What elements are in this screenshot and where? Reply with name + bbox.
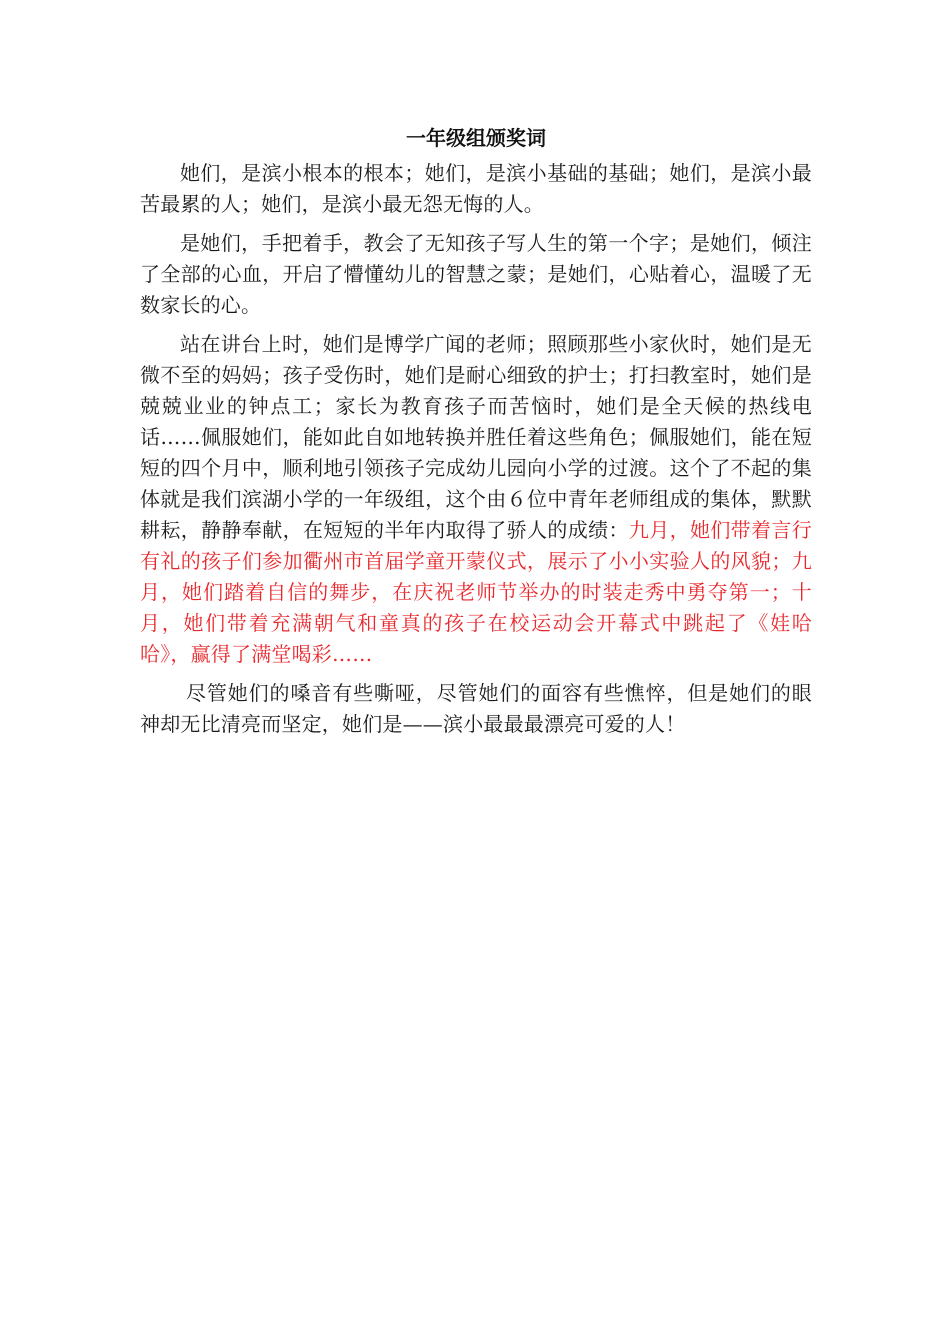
document-title: 一年级组颁奖词 [406, 126, 546, 150]
paragraph-3 [140, 329, 812, 670]
paragraph-3-text: 站在讲台上时，她们是博学广闻的老师；照顾那些小家伙时，她们是无微不至的妈妈；孩子受伤时，她们是耐心细致的护士；打扫教室时，她们是兢兢业业的钟点工；家长为教育孩子而苦恼时，她们是全天候的热线电话……佩服她们，能如此自如地转换并胜任着这些角色；佩服她们，能在短短的四个月中，顺利地引领孩子完成幼儿园向小学的过渡。这个了不起的集体就是我们滨湖小学的一年级组，这个由６位中青年老师组成的集体，默默耕耘，静静奉献，在短短的半年内取得了骄人的成绩： [140, 332, 812, 542]
paragraph-4: 尽管她们的嗓音有些嘶哑，尽管她们的面容有些憔悴，但是她们的眼神却无比清亮而坚定，她们是——滨小最最最漂亮可爱的人！ [140, 681, 812, 736]
paragraph-2: 是她们，手把着手，教会了无知孩子写人生的第一个字；是她们，倾注了全部的心血，开启了懵懂幼儿的智慧之蒙；是她们，心贴着心，温暖了无数家长的心。 [140, 231, 812, 317]
paragraph-1: 她们，是滨小根本的根本；她们，是滨小基础的基础；她们，是滨小最苦最累的人；她们，是滨小最无怨无悔的人。 [140, 161, 812, 216]
document-body [140, 124, 812, 748]
paragraph-3-highlight: 九月，她们带着言行有礼的孩子们参加衢州市首届学童开蒙仪式，展示了小小实验人的风貌；九月，她们踏着自信的舞步，在庆祝老师节举办的时装走秀中勇夺第一；十月，她们带着充满朝气和童真的孩子在校运动会开幕式中跳起了《娃哈哈》，赢得了满堂喝彩…… [140, 518, 812, 666]
